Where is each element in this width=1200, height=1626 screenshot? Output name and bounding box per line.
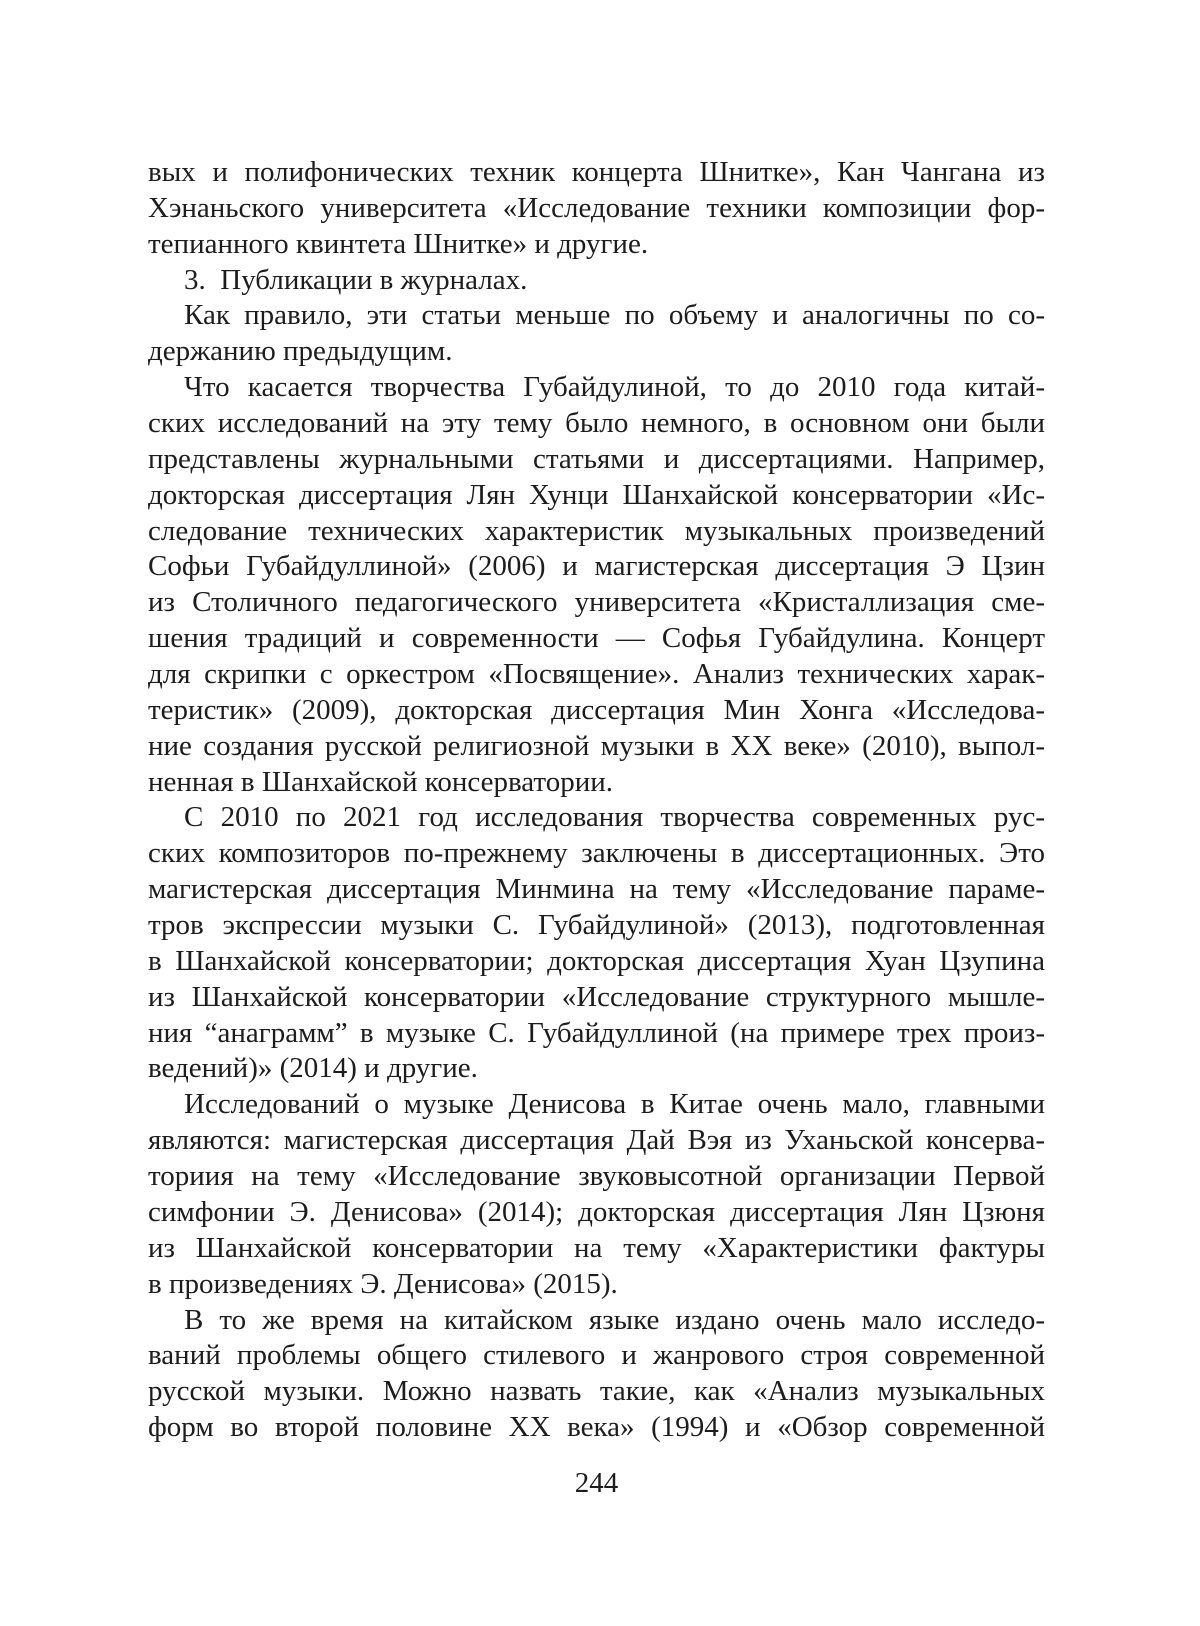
text-line: тров экспрессии музыки С. Губайдулиной» (2013), подготовленная [148, 909, 1045, 942]
text-line: в Шанхайской консерватории; докторская диссертация Хуан Цзупина [148, 944, 1045, 977]
text-line: ских композиторов по-прежнему заключены в диссертационных. Это [148, 837, 1045, 870]
text-line: являются: магистерская диссертация Дай Вэя из Уханьской консерва- [148, 1124, 1045, 1157]
text-line: С 2010 по 2021 год исследования творчества современных рус- [184, 801, 1045, 834]
text-line: Исследований о музыке Денисова в Китае очень мало, главными [184, 1088, 1045, 1121]
page-number: 244 [574, 1467, 619, 1499]
text-line: Софьи Губайдуллиной» (2006) и магистерская диссертация Э Цзин [148, 550, 1045, 583]
text-line: ваний проблемы общего стилевого и жанрового строя современной [148, 1339, 1045, 1372]
text-line: ние создания русской религиозной музыки в XX веке» (2010), выпол- [148, 729, 1045, 762]
text-line: В то же время на китайском языке издано очень мало исследо- [184, 1303, 1045, 1336]
text-line: в произведениях Э. Денисова» (2015). [148, 1267, 618, 1300]
text-line: ведений)» (2014) и другие. [148, 1052, 478, 1085]
text-line: симфонии Э. Денисова» (2014); докторская диссертация Лян Цзюня [148, 1195, 1045, 1228]
text-line: из Шанхайской консерватории «Исследование структурного мышле- [148, 980, 1045, 1013]
text-line: следование технических характеристик музыкальных произведений [148, 514, 1045, 547]
text-line: ненная в Шанхайской консерватории. [148, 765, 613, 798]
text-line: русской музыки. Можно назвать такие, как «Анализ музыкальных [148, 1375, 1045, 1408]
text-line: ториия на тему «Исследование звуковысотной организации Первой [148, 1160, 1045, 1193]
text-line: 3. Публикации в журналах. [184, 263, 528, 296]
text-line: держанию предыдущим. [148, 335, 453, 368]
text-line: из Шанхайской консерватории на тему «Характеристики фактуры [148, 1231, 1045, 1264]
text-line: Что касается творчества Губайдулиной, то до 2010 года китай- [184, 371, 1045, 404]
text-line: представлены журнальными статьями и диссертациями. Например, [148, 442, 1045, 475]
text-line: для скрипки с оркестром «Посвящение». Анализ технических харак- [148, 658, 1045, 691]
text-line: Как правило, эти статьи меньше по объему и аналогичны по со- [184, 299, 1045, 332]
text-line: тепианного квинтета Шнитке» и другие. [148, 227, 649, 260]
text-line: докторская диссертация Лян Хунци Шанхайской консерватории «Ис- [148, 478, 1045, 511]
text-line: ния “анаграмм” в музыке С. Губайдуллиной (на примере трех произ- [148, 1016, 1045, 1049]
text-line: магистерская диссертация Минмина на тему «Исследование параме- [148, 873, 1045, 906]
text-line: вых и полифонических техник концерта Шнитке», Кан Чангана из [148, 156, 1045, 188]
text-line: шения традиций и современности — Софья Губайдулина. Концерт [148, 622, 1045, 655]
text-block [148, 155, 1045, 1446]
text-line: из Столичного педагогического университета «Кристаллизация сме- [148, 586, 1045, 619]
text-line: теристик» (2009), докторская диссертация Мин Хонга «Исследова- [148, 693, 1045, 726]
text-line: форм во второй половине XX века» (1994) и «Обзор современной [148, 1411, 1045, 1444]
text-line: ских исследований на эту тему было немного, в основном они были [148, 407, 1045, 440]
text-line: Хэнаньского университета «Исследование техники композиции фор- [148, 191, 1045, 224]
